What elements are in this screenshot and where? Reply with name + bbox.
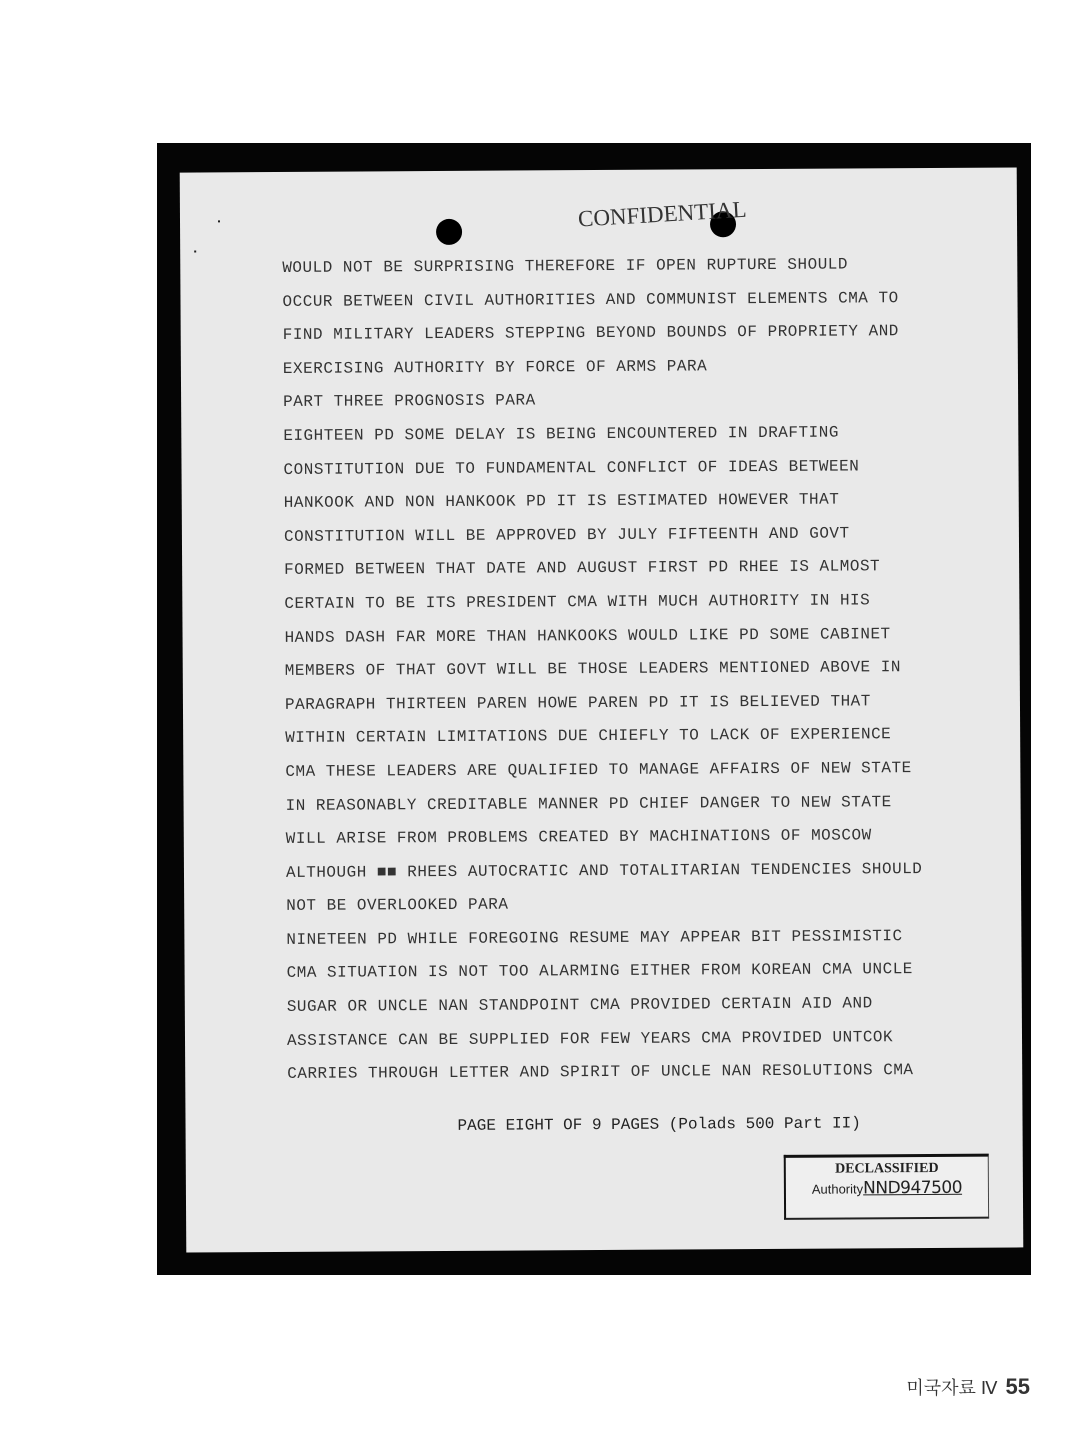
book-section: 미국자료 Ⅳ <box>906 1378 998 1398</box>
text-line: CONSTITUTION DUE TO FUNDAMENTAL CONFLICT OF IDEAS BETWEEN <box>283 456 860 479</box>
text-line: MEMBERS OF THAT GOVT WILL BE THOSE LEADERS MENTIONED ABOVE IN <box>284 658 902 681</box>
authority-line <box>786 1178 988 1199</box>
text-line: EXERCISING AUTHORITY BY FORCE OF ARMS PARA <box>282 357 708 378</box>
document-page <box>180 167 1024 1252</box>
text-line: WITHIN CERTAIN LIMITATIONS DUE CHIEFLY TO LACK OF EXPERIENCE <box>285 725 892 748</box>
speck <box>194 250 196 252</box>
text-line: CMA SITUATION IS NOT TOO ALARMING EITHER FROM KOREAN CMA UNCLE <box>286 960 913 983</box>
scanned-document-frame <box>157 143 1031 1275</box>
text-line: HANKOOK AND NON HANKOOK PD IT IS ESTIMATED HOWEVER THAT <box>283 490 840 513</box>
text-line: SUGAR OR UNCLE NAN STANDPOINT CMA PROVIDED CERTAIN AID AND <box>286 994 873 1016</box>
declassified-title: DECLASSIFIED <box>835 1160 939 1177</box>
book-page-footer <box>906 1374 1030 1400</box>
text-line: FORMED BETWEEN THAT DATE AND AUGUST FIRST PD RHEE IS ALMOST <box>284 557 881 580</box>
text-line: FIND MILITARY LEADERS STEPPING BEYOND BOUNDS OF PROPRIETY AND <box>282 322 899 345</box>
text-line: CARRIES THROUGH LETTER AND SPIRIT OF UNCLE NAN RESOLUTIONS CMA <box>287 1061 914 1084</box>
text-line: HANDS DASH FAR MORE THAN HANKOOKS WOULD LIKE PD SOME CABINET <box>284 624 891 647</box>
page-number: 55 <box>1005 1374 1030 1399</box>
text-line: OCCUR BETWEEN CIVIL AUTHORITIES AND COMMUNIST ELEMENTS CMA TO <box>282 288 899 311</box>
authority-label: Authority <box>811 1181 864 1197</box>
speck <box>218 220 220 222</box>
confidential-stamp: CONFIDENTIAL <box>577 196 748 232</box>
document-body <box>282 254 987 1098</box>
authority-value: NND947500 <box>863 1177 963 1199</box>
page-footer: PAGE EIGHT OF 9 PAGES (Polads 500 Part II) <box>457 1114 861 1135</box>
text-line: ASSISTANCE CAN BE SUPPLIED FOR FEW YEARS CMA PROVIDED UNTCOK <box>286 1027 894 1050</box>
text-line: IN REASONABLY CREDITABLE MANNER PD CHIEF DANGER TO NEW STATE <box>285 792 892 815</box>
text-line: ALTHOUGH ■■ RHEES AUTOCRATIC AND TOTALITARIAN TENDENCIES SHOULD <box>285 859 923 882</box>
text-line: NOT BE OVERLOOKED PARA <box>286 895 509 916</box>
text-line: PART THREE PROGNOSIS PARA <box>283 391 536 412</box>
text-line: CONSTITUTION WILL BE APPROVED BY JULY FIFTEENTH AND GOVT <box>283 524 850 546</box>
declassified-stamp <box>784 1154 989 1220</box>
text-line: WILL ARISE FROM PROBLEMS CREATED BY MACHINATIONS OF MOSCOW <box>285 826 872 849</box>
text-line: NINETEEN PD WHILE FOREGOING RESUME MAY APPEAR BIT PESSIMISTIC <box>286 927 903 949</box>
punch-hole <box>436 219 462 245</box>
text-line: WOULD NOT BE SURPRISING THEREFORE IF OPEN RUPTURE SHOULD <box>282 255 849 277</box>
text-line: CMA THESE LEADERS ARE QUALIFIED TO MANAGE AFFAIRS OF NEW STATE <box>285 759 912 781</box>
text-line: CERTAIN TO BE ITS PRESIDENT CMA WITH MUCH AUTHORITY IN HIS <box>284 591 871 613</box>
text-line: EIGHTEEN PD SOME DELAY IS BEING ENCOUNTERED IN DRAFTING <box>283 423 839 445</box>
text-line: PARAGRAPH THIRTEEN PAREN HOWE PAREN PD IT IS BELIEVED THAT <box>284 692 871 714</box>
